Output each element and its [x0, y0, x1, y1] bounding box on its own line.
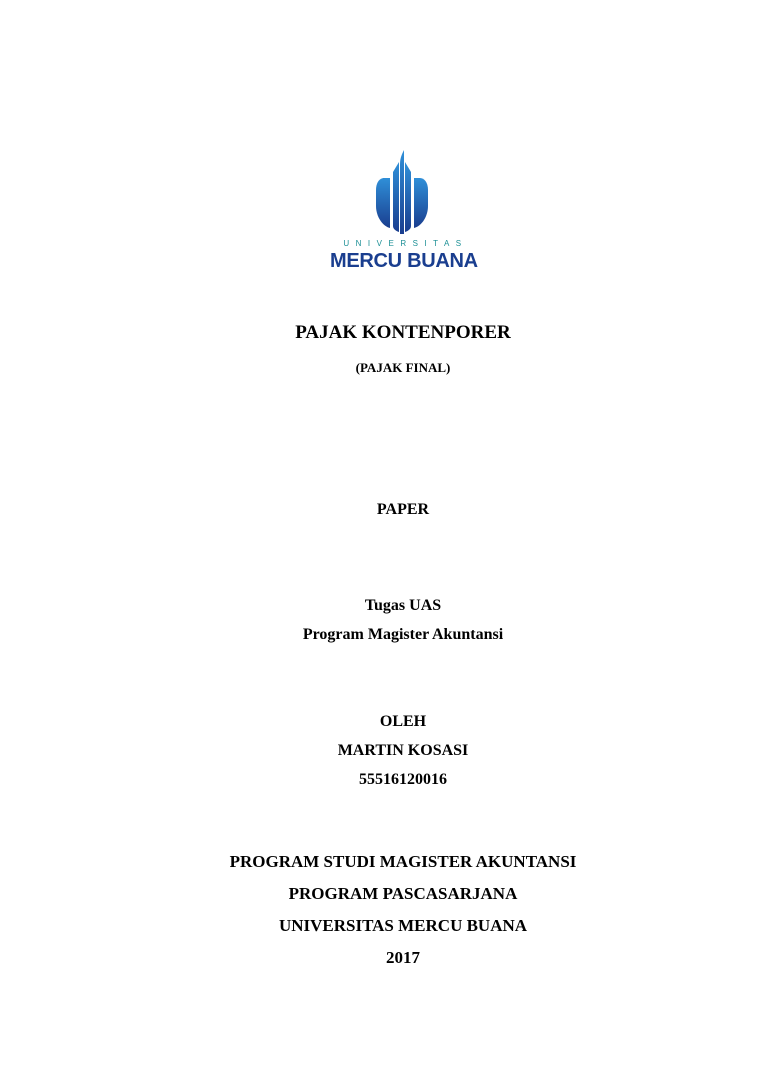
author-by-label: OLEH — [379, 713, 427, 730]
school-name: PROGRAM PASCASARJANA — [288, 884, 518, 903]
university-name: UNIVERSITAS MERCU BUANA — [278, 916, 528, 935]
page-title: PAJAK KONTENPORER — [295, 322, 511, 343]
author-name: MARTIN KOSASI — [337, 742, 469, 759]
year: 2017 — [386, 948, 420, 967]
document-type: PAPER — [376, 501, 430, 518]
page-subtitle: (PAJAK FINAL) — [355, 360, 451, 375]
author-student-id: 55516120016 — [359, 771, 447, 788]
logo-university-name: MERCU BUANA — [330, 250, 478, 272]
university-emblem-icon — [374, 150, 430, 236]
logo-university-label: UNIVERSITAS — [343, 239, 468, 248]
assignment-program: Program Magister Akuntansi — [302, 626, 504, 643]
assignment-task: Tugas UAS — [364, 597, 442, 614]
university-logo — [330, 150, 478, 275]
study-program: PROGRAM STUDI MAGISTER AKUNTANSI — [229, 852, 577, 871]
